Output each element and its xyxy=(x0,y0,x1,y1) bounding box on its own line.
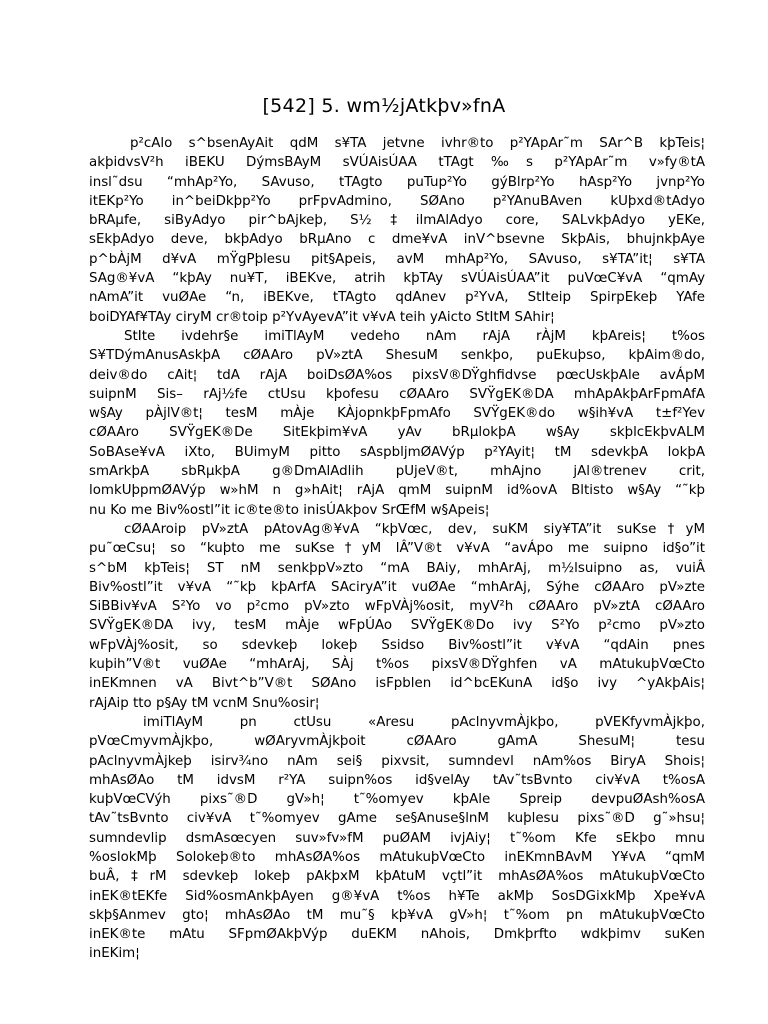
text-line: SAg®¥vA “kþAy nu¥T, iBEKve, atrih kþTAy sVÚAisÚAA”it puVœC¥vA “qmAy xyxy=(89,271,705,287)
text-line: smArkþA sbRµkþA g®DmAlAdlih pUjeV®t, mhAjno jAl®trenev crit, xyxy=(89,464,705,480)
text-line: bRAµfe, siByAdyo pir^bAjkeþ, S½‡ilmAlAdyo core, SALvkþAdyo yEKe, xyxy=(89,213,705,229)
text-line: kuþVœCVýh pixs˜®D gV»h¦ t˜%omyev kþAle Spreip devpuØAsh%osA xyxy=(89,792,705,808)
text-line: Biv%ostl”it v¥vA “˜kþ kþArfA SAciryA”it vuØAe “mhArAj, Sýhe cØAAro pV»zte xyxy=(89,579,705,595)
text-line: boiDYAf¥TAy ciryM cr®toip p²YvAyevA”it v¥vA teih yAicto StItM SAhir¦ xyxy=(89,309,555,325)
text-line: akþidvsV²h iBEKU DýmsBAyM sVÚAisÚAA tTAgt‰s p²YApAr˜m v»fy®tA xyxy=(89,155,705,171)
text-line: skþ§Anmev gto¦ mhAsØAo tM mu˜§ kþ¥vA gV»h¦ t˜%om pn mAtukuþVœCto xyxy=(89,907,705,923)
text-line: SoBAse¥vA iXto, BUimyM pitto sAspbljmØAVýp p²YAyit¦ tM sdevkþA lokþA xyxy=(89,444,705,460)
text-line: buÂ‚‡rM sdevkeþ lokeþ pAkþxM kþAtuM vçtl”it mhAsØA%os mAtukuþVœCto xyxy=(89,869,705,885)
text-line: inEKim¦ xyxy=(89,946,140,962)
text-line: p^bÀjM d¥vA mŸgPþlesu pit§Apeis, avM mhAp²Yo, SAvuso, s¥TA”it¦ s¥TA xyxy=(89,251,705,267)
text-line: sumndevlip dsmAsœcyen suv»fv»fM puØAM ivjAiy¦ t˜%om Kfe sEkþo mnu xyxy=(89,830,705,846)
text-line: cØAAroip pV»ztA pAtovAg®¥vA “kþVœc, dev, suKM siy¥TA”it suKse†yM xyxy=(124,521,705,537)
text-line: inEK®te mAtu SFpmØAkþVýp duEKM nAhois, Dmkþrfto wdkþimv suKen xyxy=(89,927,705,943)
text-line: inEKmnen vA Bivt^b”V®t SØAno isFpblen id^bcEKunA id§o ivy ^yAkþAis¦ xyxy=(89,676,705,692)
text-line: p²cAlo s^bsenAyAit qdM s¥TA jetvne ivhr®to p²YApAr˜m SAr^B kþTeis¦ xyxy=(130,136,705,151)
text-line: %oslokMþ Solokeþ®to mhAsØA%os mAtukuþVœCto inEKmnBAvM Y¥vA “qmM xyxy=(89,849,705,865)
text-line: StIte ivdehr§e imiTlAyM vedeho nAm rAjA rÀjM kþAreis¦ t%os xyxy=(124,328,705,344)
text-line: lomkUþpmØAVýp w»hM n g»hAit¦ rAjA qmM suipnM id%ovA Bltisto w§Ay “˜kþ xyxy=(89,483,705,499)
page-title: [542] 5. wm½jAtkþv»fnA xyxy=(262,95,506,117)
text-line: S¥TDýmAnusAskþA cØAAro pV»ztA ShesuM senkþo, puEkuþso, kþAim®do, xyxy=(89,348,705,364)
text-line: suipnM Sis– rAj½fe ctUsu kþofesu cØAAro SVŸgEK®DA mhApAkþArFpmAfA xyxy=(89,386,705,402)
text-line: tAv˜tsBvnto civ¥vA t˜%omyev gAme se§Anuse§lnM kuþlesu pixs˜®D g˜»hsu¦ xyxy=(89,811,705,827)
text-line: imiTlAyM pn ctUsu «Aresu pAclnyvmÀjkþo, pVEKfyvmÀjkþo, xyxy=(143,714,705,730)
text-line: s^bM kþTeis¦ ST nM senkþpV»zto “mA BAiy, mhArAj, m½lsuipno as, vuiÂ xyxy=(89,560,705,576)
text-line: SVŸgEK®DA ivy, tesM mÀje wFpÚAo SVŸgEK®Do ivy S²Yo p²cmo pV»zto xyxy=(89,618,705,634)
text-line: inEK®tEKfe Sid%osmAnkþAyen g®¥vA t%os h¥Te akMþ SosDGixkMþ Xpe¥vA xyxy=(89,888,705,904)
text-line: insl˜dsu “mhAp²Yo, SAvuso, tTAgto puTup²Yo gýBlrp²Yo hAsp²Yo jvnp²Yo xyxy=(89,174,705,190)
paragraph xyxy=(89,520,705,713)
text-line: pu˜œCsu¦ so “kuþto me suKse†yM lÂ”V®t v¥vA “avÁpo me suipno id§o”it xyxy=(89,541,705,557)
text-line: wFpVÀj%osit, so sdevkeþ lokeþ Ssidso Biv%ostl”it v¥vA “qdAin pnes xyxy=(89,637,705,653)
text-line: cØAAro SVŸgEK®De SitEkþim¥vA yAv bRµlokþA w§Ay skþlcEkþvALM xyxy=(89,425,705,441)
text-line: sEkþAdyo deve, bkþAdyo bRµAno c dme¥vA inV^bsevne SkþAis, bhujnkþAye xyxy=(89,232,705,248)
text-line: SiBBiv¥vA S²Yo vo p²cmo pV»zto wFpVÀj%osit, myV²h cØAAro pV»ztA cØAAro xyxy=(89,599,705,615)
text-line: w§Ay pÀjlV®t¦ tesM mÀje KÀjopnkþFpmAfo SVŸgEK®do w§ih¥vA t±f²Yev xyxy=(89,406,705,422)
text-line: kuþih”V®t vuØAe “mhArAj, SÀj t%os pixsV®DŸghfen vA mAtukuþVœCto xyxy=(89,657,705,673)
paragraph xyxy=(89,134,705,327)
paragraph xyxy=(89,327,705,520)
text-line: pVœCmyvmÀjkþo, wØAryvmÀjkþoit cØAAro gAmA ShesuM¦ tesu xyxy=(89,734,705,750)
text-line: deiv®do cAit¦ tdA rAjA boiDsØA%os pixsV®DŸghfidvse pœcUskþAle avÁpM xyxy=(89,367,705,383)
text-line: pAclnyvmÀjkeþ isirv¾no nAm sei§ pixvsit, sumndevl nAm%os BiryA Shois¦ xyxy=(89,753,705,769)
body-text xyxy=(89,134,705,964)
text-line: nAmA”it vuØAe “n, iBEKve, tTAgto qdAnev p²YvA, StIteip SpirpEkeþ YAfe xyxy=(89,290,705,306)
text-line: mhAsØAo tM idvsM r²YA suipn%os id§velAy tAv˜tsBvnto civ¥vA t%osA xyxy=(89,772,705,788)
paragraph xyxy=(89,713,705,964)
text-line: itEKp²Yo in^beiDkþp²Yo prFpvAdmino, SØAno p²YAnuBAven kUþxd®tAdyo xyxy=(89,193,705,209)
text-line: rAjAip tto p§Ay tM vcnM Snu%osir¦ xyxy=(89,695,320,711)
text-line: nu Ko me Biv%ostl”it ic®te®to inisÚAkþov SrŒfM w§Apeis¦ xyxy=(89,502,490,518)
